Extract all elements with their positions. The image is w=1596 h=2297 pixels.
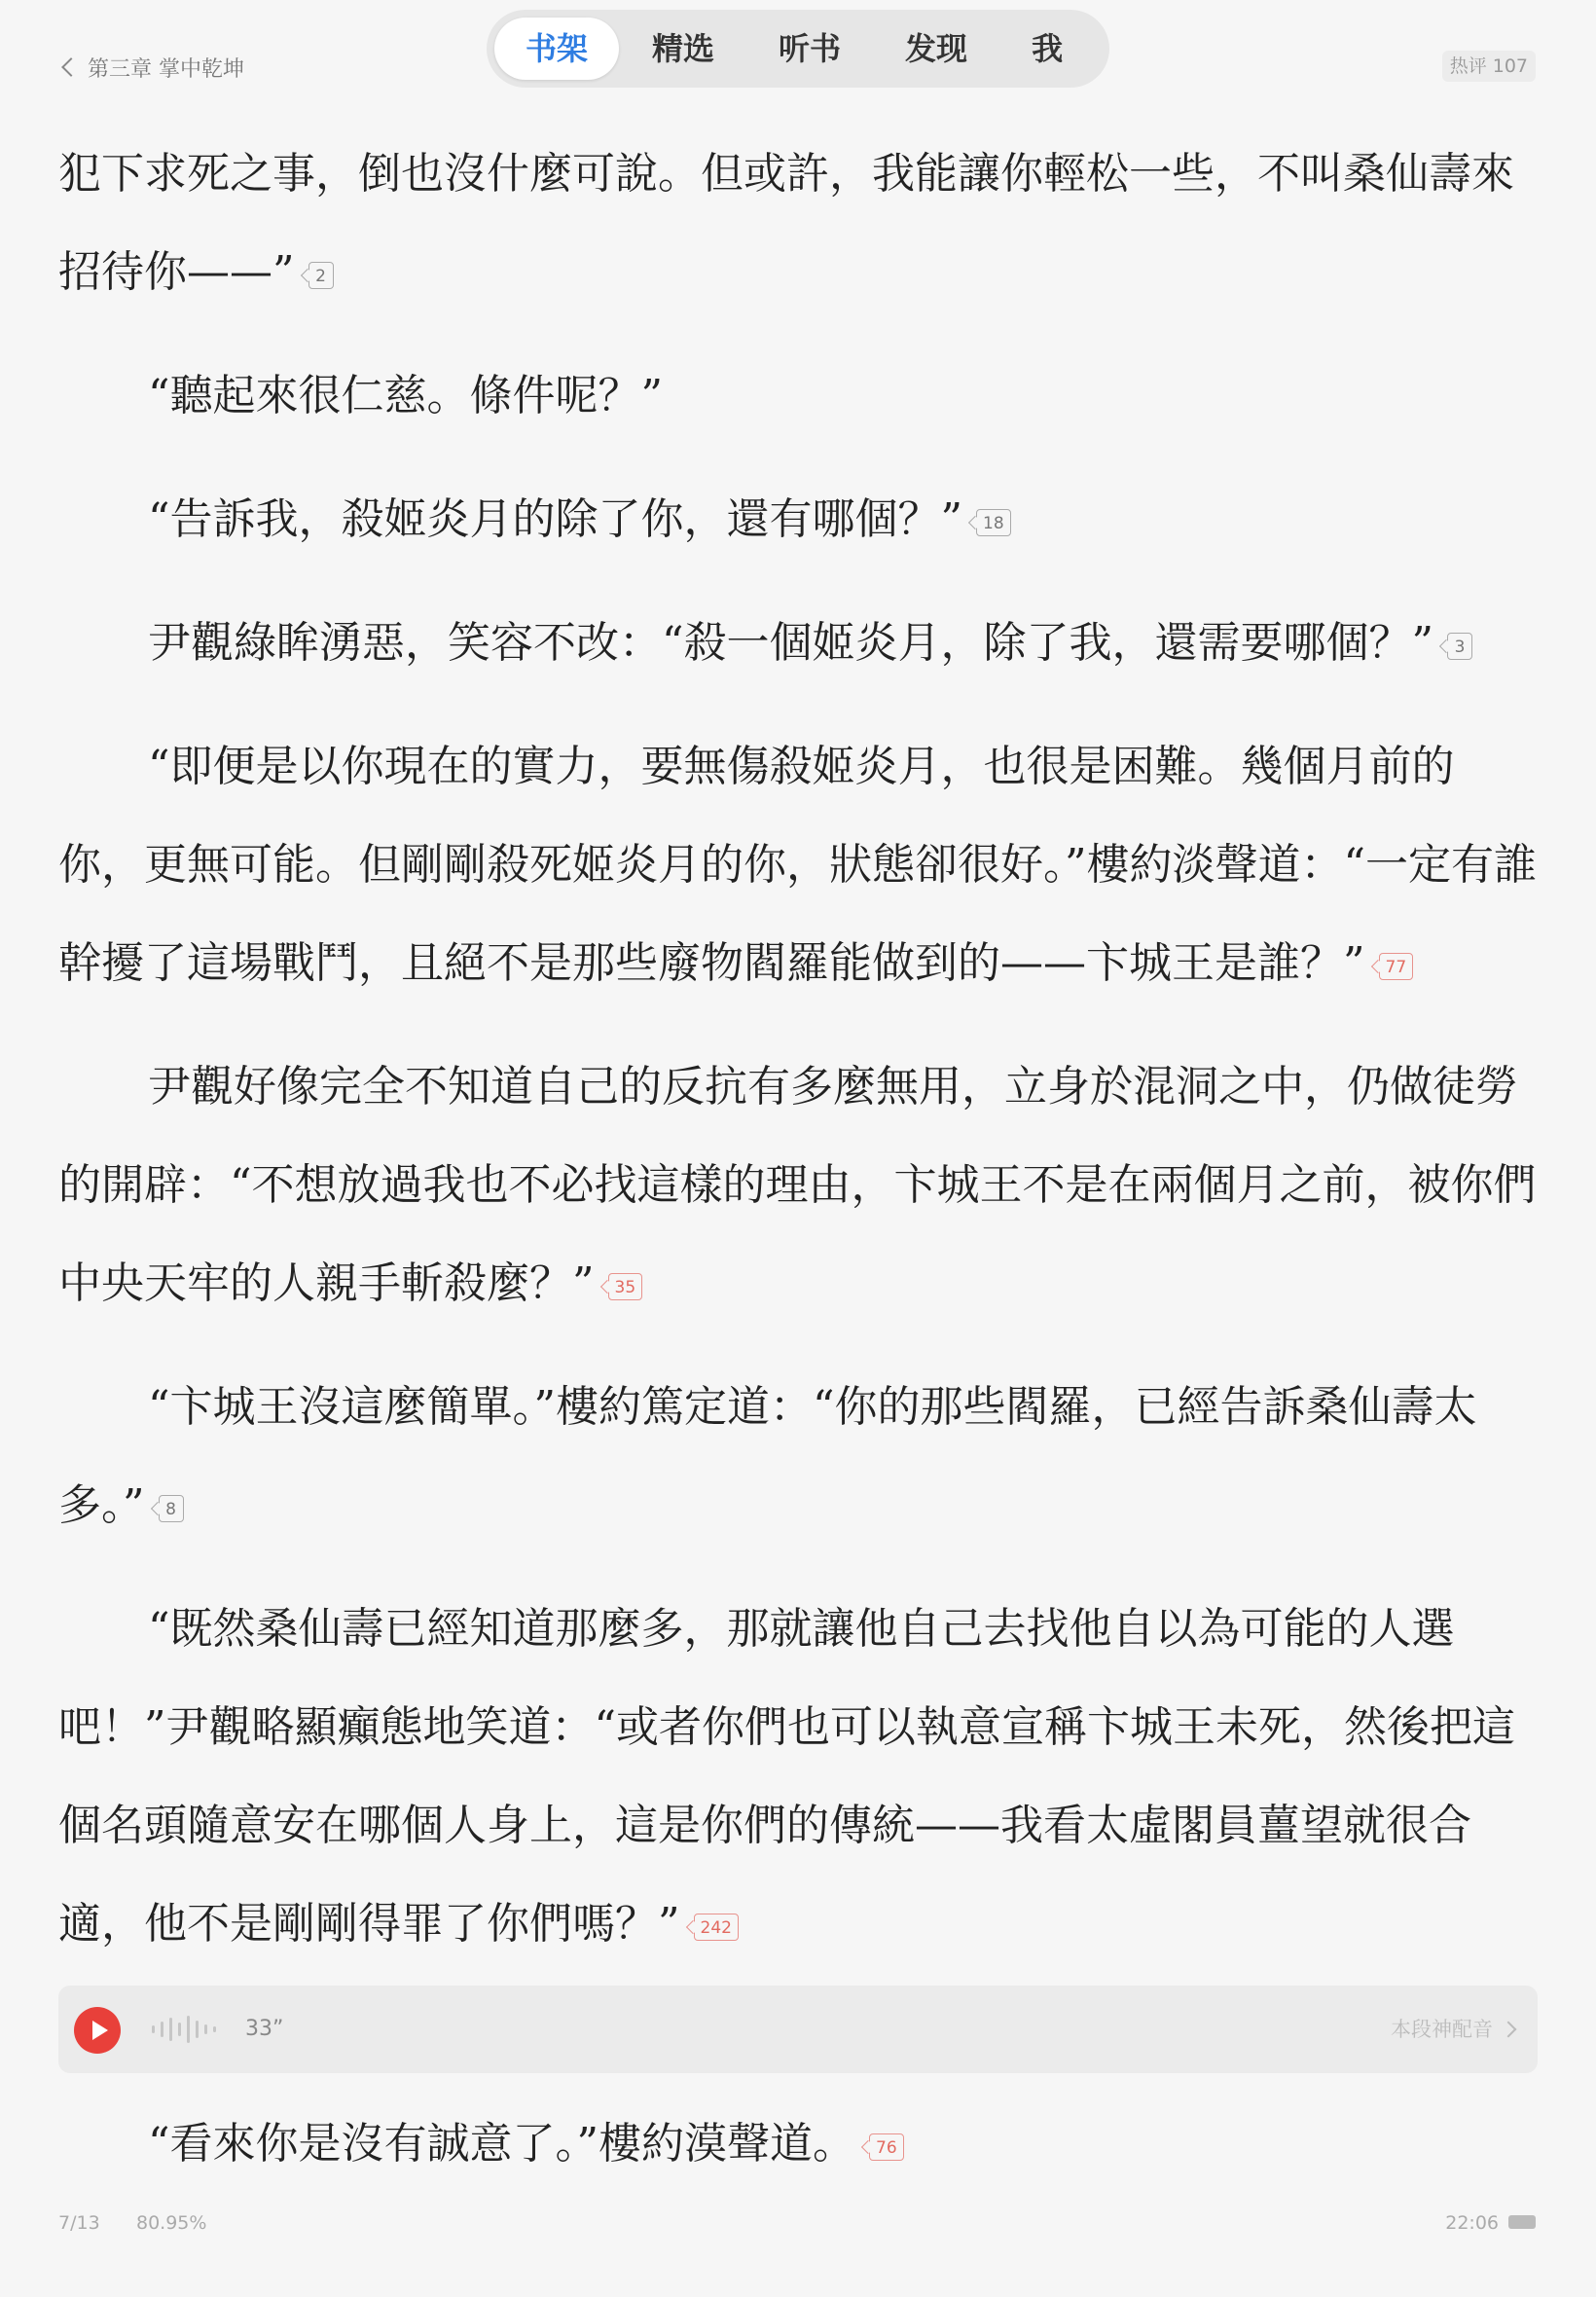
main-tabs [487, 10, 1109, 88]
chevron-right-icon [1501, 2022, 1517, 2038]
paragraph [58, 1580, 1538, 1973]
waveform-icon [152, 2015, 216, 2044]
tab-audiobook[interactable]: 听书 [779, 30, 842, 67]
play-icon[interactable] [74, 2007, 121, 2054]
hot-comment-count-badge[interactable]: 77 [1379, 953, 1414, 980]
paragraph-text: “卞城王沒這麼簡單。”樓約篤定道：“你的那些閻羅，已經告訴桑仙壽太多。” [58, 1382, 1477, 1530]
back-to-chapter-button[interactable] [64, 53, 244, 82]
chapter-title: 第三章 掌中乾坤 [88, 56, 244, 82]
comment-count-badge[interactable]: 2 [308, 262, 334, 289]
tab-bookshelf[interactable]: 书架 [494, 18, 619, 80]
comment-count-badge[interactable]: 3 [1447, 633, 1472, 660]
paragraph-text: “聽起來很仁慈。條件呢？” [148, 371, 663, 420]
paragraph-text: 尹觀好像完全不知道自己的反抗有多麼無用，立身於混洞之中，仍做徒勞的開辟：“不想放過我也不必找這樣的理由，卞城王不是在兩個月之前，被你們中央天牢的人親手斬殺麼？” [58, 1062, 1537, 1308]
hot-comment-count-badge[interactable]: 242 [694, 1914, 739, 1941]
paragraph-text: 尹觀綠眸湧惡，笑容不改：“殺一個姬炎月，除了我，還需要哪個？” [148, 618, 1433, 668]
paragraph [58, 346, 1538, 445]
paragraph [58, 125, 1538, 321]
clock: 22:06 [1445, 2212, 1499, 2234]
reading-content [58, 125, 1538, 1998]
page-indicator: 7/13 [58, 2212, 100, 2234]
hot-comment-count-badge[interactable]: 35 [608, 1273, 643, 1300]
tab-featured[interactable]: 精选 [652, 30, 715, 67]
hot-comment-count-badge[interactable]: 76 [869, 2133, 904, 2161]
hot-comments-button[interactable]: 热评 107 [1442, 51, 1536, 82]
paragraph [58, 2095, 1538, 2193]
voice-dub-label: 本段神配音 [1391, 2018, 1493, 2041]
paragraph-text: “既然桑仙壽已經知道那麼多，那就讓他自己去找他自以為可能的人選吧！”尹觀略顯癲態地笑道：“或者你們也可以執意宣稱卞城王未死，然後把這個名頭隨意安在哪個人身上，這是你們的傳統——我看太虛閣員薑望就很合適，他不是剛剛得罪了你們嗎？” [58, 1604, 1515, 1949]
chevron-left-icon [61, 57, 81, 77]
paragraph-text: “即便是以你現在的實力，要無傷殺姬炎月，也很是困難。幾個月前的你，更無可能。但剛剛殺死姬炎月的你，狀態卻很好。”樓約淡聲道：“一定有誰幹擾了這場戰鬥，且絕不是那些廢物閻羅能做到的——卞城王是誰？” [58, 742, 1537, 988]
audio-duration: 33” [245, 2017, 284, 2041]
voice-dub-link[interactable] [1391, 2013, 1514, 2046]
paragraph [58, 1358, 1538, 1554]
status-bar [58, 2206, 1538, 2241]
paragraph [58, 1038, 1538, 1332]
paragraph [58, 717, 1538, 1012]
reading-content-continued [58, 2095, 1538, 2193]
paragraph-text: “告訴我，殺姬炎月的除了你，還有哪個？” [148, 494, 962, 544]
top-bar [0, 0, 1596, 107]
paragraph-voice-player [58, 1986, 1538, 2073]
tab-discover[interactable]: 发现 [905, 30, 968, 67]
paragraph [58, 470, 1538, 568]
comment-count-badge[interactable]: 8 [159, 1495, 184, 1522]
tab-me[interactable]: 我 [1032, 30, 1064, 67]
paragraph-text: 犯下求死之事，倒也沒什麼可說。但或許，我能讓你輕松一些，不叫桑仙壽來招待你——” [58, 149, 1514, 297]
comment-count-badge[interactable]: 18 [976, 509, 1011, 536]
reading-progress: 80.95% [136, 2212, 207, 2234]
paragraph-text: “看來你是沒有誠意了。”樓約漠聲道。 [148, 2119, 855, 2169]
paragraph [58, 594, 1538, 692]
battery-icon [1508, 2215, 1536, 2229]
